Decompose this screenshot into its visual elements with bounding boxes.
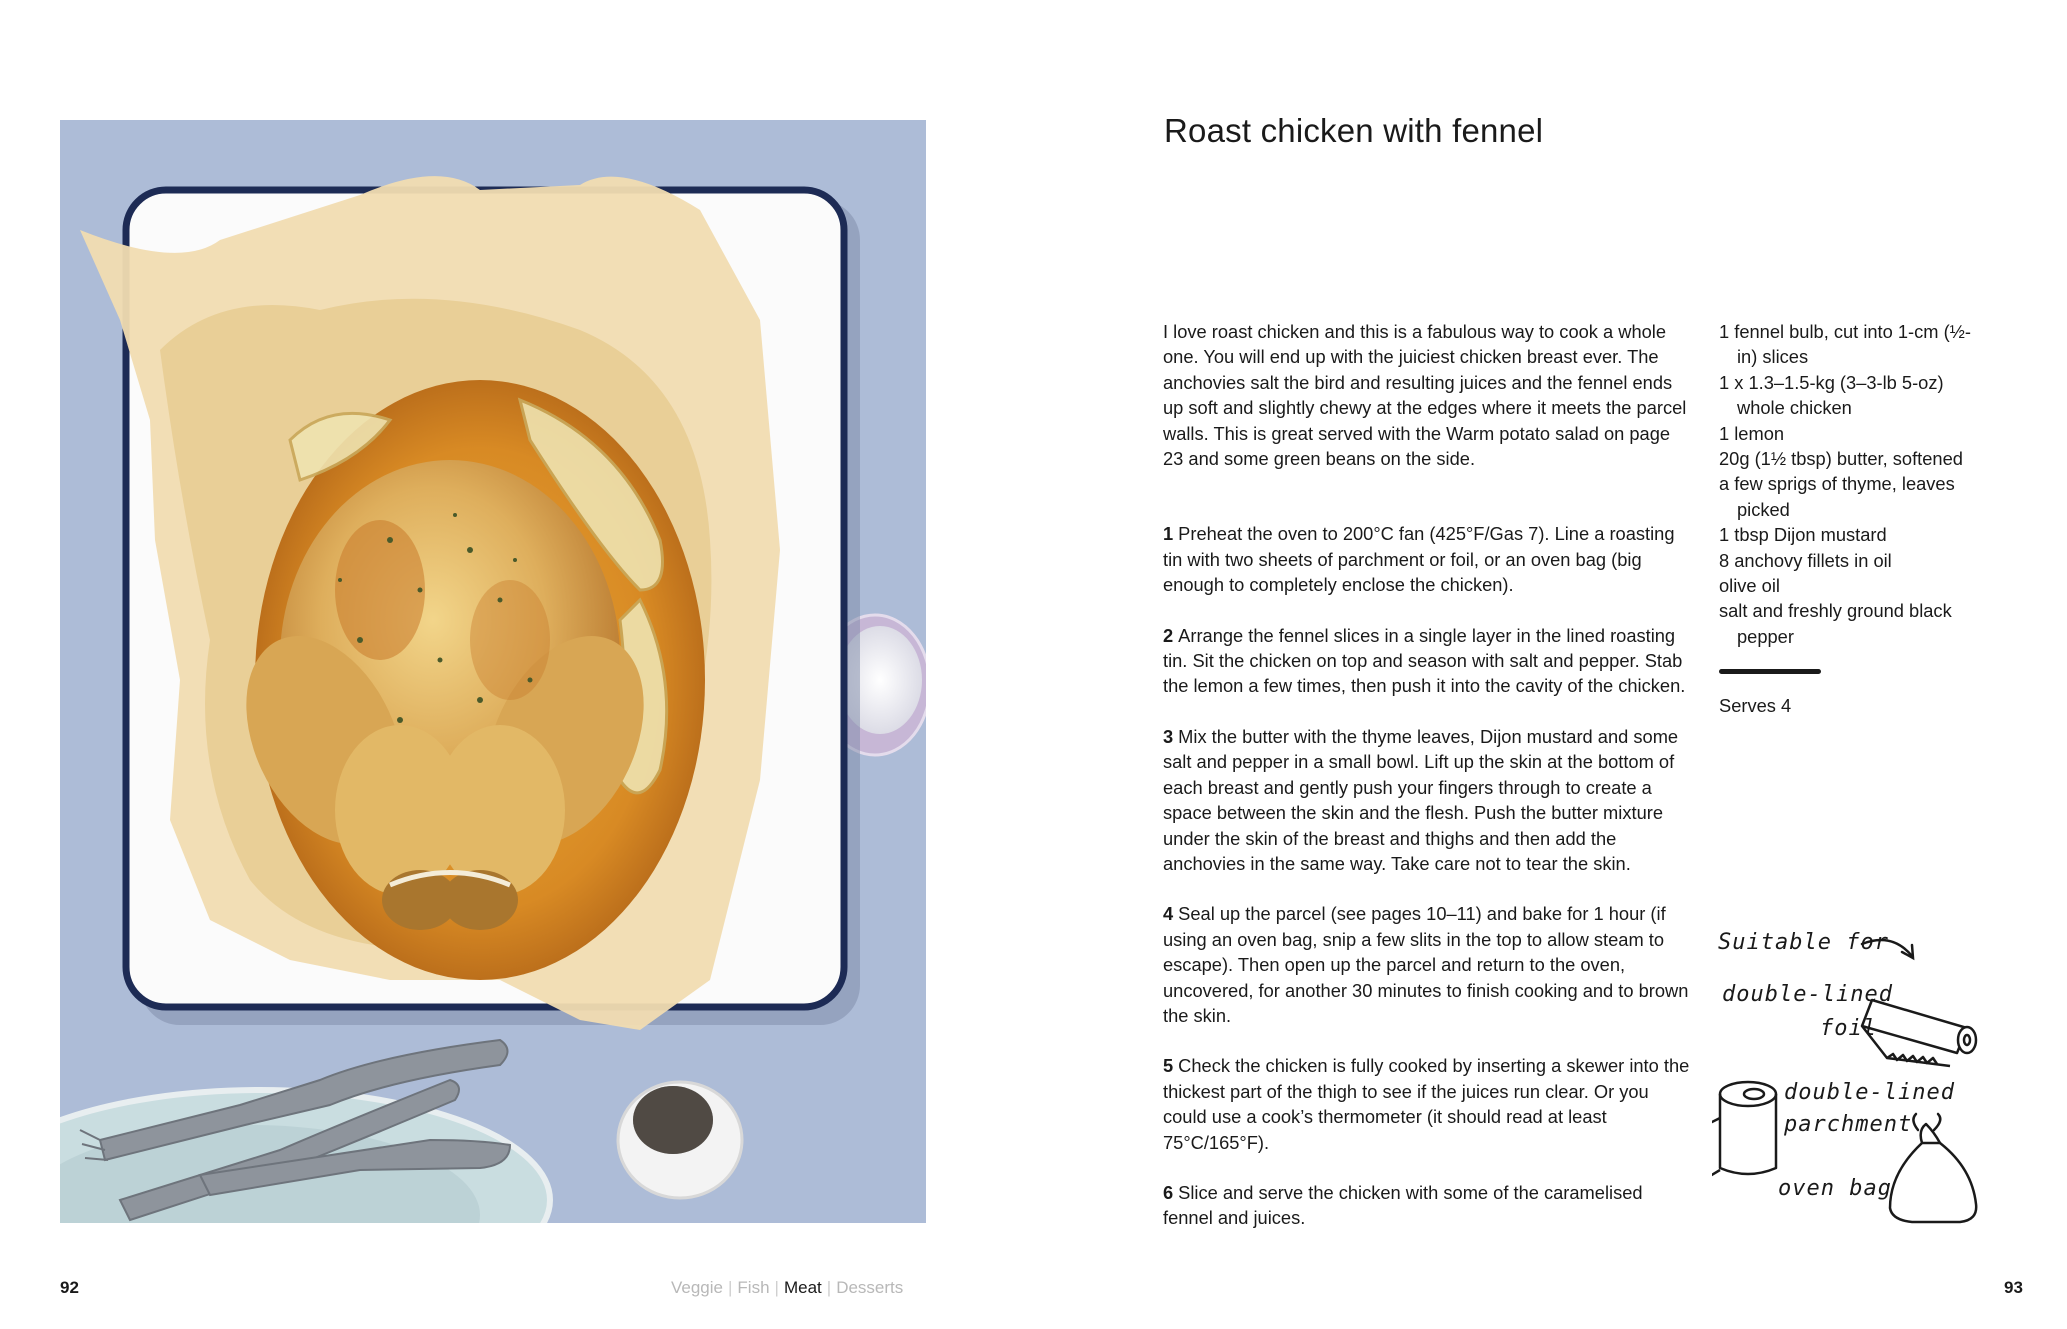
step-number: 4 xyxy=(1163,903,1174,925)
ingredients-column xyxy=(1719,319,1989,719)
foil-roll-icon xyxy=(1862,1000,1976,1066)
foil-label-line1: double-lined xyxy=(1722,982,1893,1007)
ingredient-item: salt and freshly ground black pepper xyxy=(1719,600,1952,647)
suitable-for-panel xyxy=(1712,918,2012,1230)
step-number: 5 xyxy=(1163,1055,1174,1077)
foil-label-line2: foil xyxy=(1820,1016,1877,1041)
method-step xyxy=(1163,521,1693,597)
step-number: 3 xyxy=(1163,725,1174,747)
nav-item-fish[interactable]: Fish xyxy=(737,1278,770,1297)
page-number-left: 92 xyxy=(60,1278,79,1297)
ingredient-item: 20g (1½ tbsp) butter, softened xyxy=(1719,448,1963,470)
step-text: Arrange the fennel slices in a single layer in the lined roasting tin. Sit the chicken on top and season with salt and pepper. Stab the lemon a few times, then push it into the cavity of the chicken. xyxy=(1163,624,1686,697)
step-text: Slice and serve the chicken with some of the caramelised fennel and juices. xyxy=(1163,1181,1643,1229)
page-number-right: 93 xyxy=(2004,1278,2023,1297)
recipe-intro: I love roast chicken and this is a fabulous way to cook a whole one. You will end up with the juiciest chicken breast ever. The anchovies salt the bird and resulting juices and the fennel ends up soft and slightly chewy at the edges where it meets the parcel walls. This is great served with the Warm potato salad on page 23 and some green beans on the side. xyxy=(1163,321,1687,470)
suitable-for-heading: Suitable for xyxy=(1718,930,1889,955)
divider-rule xyxy=(1719,669,1821,674)
step-number: 1 xyxy=(1163,523,1174,545)
ingredient-item: 1 lemon xyxy=(1719,422,1785,444)
method-step xyxy=(1163,901,1693,1028)
method-step xyxy=(1163,623,1693,699)
oven-bag-label: oven bag xyxy=(1778,1176,1892,1201)
parchment-label-line1: double-lined xyxy=(1784,1080,1955,1105)
ingredient-item: 1 fennel bulb, cut into 1-cm (½-in) slices xyxy=(1719,321,1972,368)
ingredient-item: a few sprigs of thyme, leaves picked xyxy=(1719,473,1955,520)
nav-item-meat[interactable]: Meat xyxy=(783,1278,822,1297)
step-number: 2 xyxy=(1163,624,1174,646)
parchment-label-line2: parchment xyxy=(1784,1112,1913,1137)
nav-item-desserts[interactable]: Desserts xyxy=(836,1278,904,1297)
step-text: Preheat the oven to 200°C fan (425°F/Gas 7). Line a roasting tin with two sheets of parchment or foil, or an oven bag (big enough to completely enclose the chicken). xyxy=(1163,523,1675,596)
method-step xyxy=(1163,1053,1693,1155)
method-column xyxy=(1163,319,1693,1256)
nav-separator: | xyxy=(826,1278,832,1297)
method-step xyxy=(1163,1180,1693,1231)
ingredient-list xyxy=(1719,319,1989,649)
step-text: Seal up the parcel (see pages 10–11) and bake for 1 hour (if using an oven bag, snip a few slits in the top to allow steam to escape). Then open up the parcel and return to the oven, uncovered, for another 30 minutes to finish cooking and to brown the skin. xyxy=(1163,903,1689,1026)
ingredient-item: 8 anchovy fillets in oil xyxy=(1719,549,1892,571)
roast-chicken-photo xyxy=(60,120,926,1223)
parchment-roll-icon xyxy=(1712,1082,1776,1176)
step-text: Mix the butter with the thyme leaves, Dijon mustard and some salt and pepper in a small bowl. Lift up the skin at the bottom of each breast and gently push your fingers through to create a space between the skin and the flesh. Push the butter mixture under the skin of the breast and thighs and then add the anchovies in the same way. Take care not to tear the skin. xyxy=(1163,725,1679,874)
nav-item-veggie[interactable]: Veggie xyxy=(671,1278,723,1297)
serves-label: Serves 4 xyxy=(1719,695,1792,717)
ingredient-item: 1 tbsp Dijon mustard xyxy=(1719,524,1887,546)
step-text: Check the chicken is fully cooked by inserting a skewer into the thickest part of the thigh to see if the juices run clear. Or you could use a cook’s thermometer (it should read at least 75°C/165°F). xyxy=(1163,1055,1690,1153)
method-step xyxy=(1163,724,1693,876)
section-nav xyxy=(671,1278,926,1298)
ingredient-item: olive oil xyxy=(1719,575,1780,597)
step-number: 6 xyxy=(1163,1181,1174,1203)
nav-separator: | xyxy=(774,1278,779,1297)
recipe-title: Roast chicken with fennel xyxy=(1164,112,1544,149)
nav-separator: | xyxy=(728,1278,733,1297)
ingredient-item: 1 x 1.3–1.5-kg (3–3-lb 5-oz) whole chicken xyxy=(1719,371,1944,419)
